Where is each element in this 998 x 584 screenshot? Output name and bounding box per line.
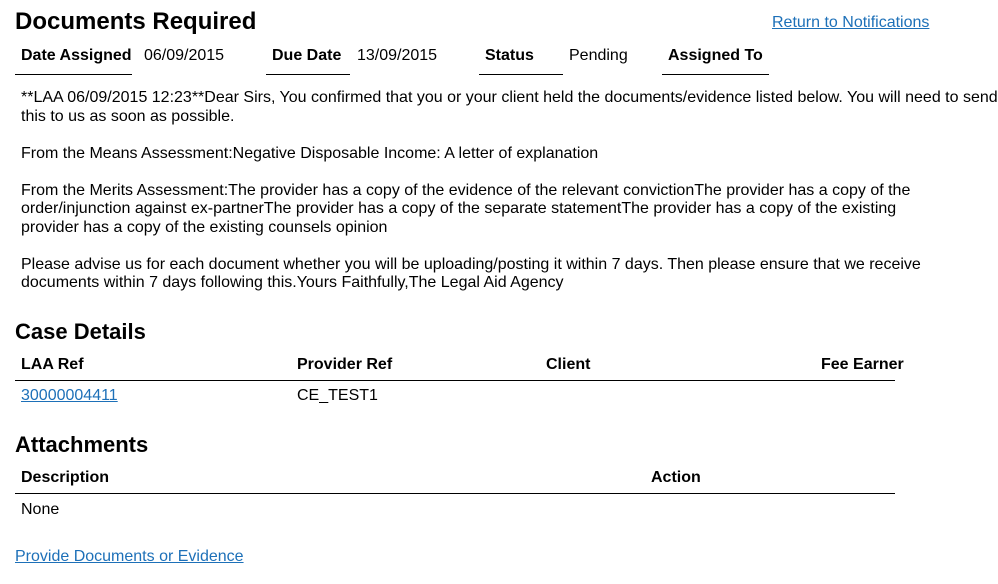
date-assigned-value: 06/09/2015 [144, 47, 225, 64]
column-header-description: Description [21, 469, 110, 486]
due-date-value: 13/09/2015 [357, 47, 438, 64]
case-details-header-rule [15, 380, 895, 381]
attachments-heading: Attachments [15, 432, 149, 457]
column-header-laa-ref: LAA Ref [21, 356, 84, 373]
message-line: From the Merits Assessment:The provider has a copy of the evidence of the relevant convictionThe provider has a copy of the [21, 181, 911, 199]
laa-ref-link[interactable]: 30000004411 [21, 387, 118, 404]
case-details-heading: Case Details [15, 319, 146, 344]
due-date-label: Due Date [266, 46, 350, 75]
message-line: provider has a copy of the existing counsels opinion [21, 218, 388, 236]
assigned-to-label: Assigned To [662, 46, 769, 75]
message-line: From the Means Assessment:Negative Disposable Income: A letter of explanation [21, 144, 599, 162]
provider-ref-cell: CE_TEST1 [297, 387, 378, 404]
return-to-notifications-link[interactable]: Return to Notifications [772, 14, 930, 31]
attachments-header-rule [15, 493, 895, 494]
message-body [21, 89, 998, 293]
message-line: order/injunction against ex-partnerThe provider has a copy of the separate statementThe provider has a copy of the existing [21, 200, 897, 217]
provide-documents-link[interactable]: Provide Documents or Evidence [15, 548, 244, 565]
message-line: documents within 7 days following this.Yours Faithfully,The Legal Aid Agency [21, 274, 564, 291]
message-line: **LAA 06/09/2015 12:23**Dear Sirs, You confirmed that you or your client held the documents/evidence listed below. You will need to send [21, 89, 998, 106]
column-header-fee-earner: Fee Earner [821, 356, 904, 373]
date-assigned-label: Date Assigned [15, 46, 132, 75]
message-line: this to us as soon as possible. [21, 107, 235, 125]
message-line: Please advise us for each document whether you will be uploading/posting it within 7 days. Then please ensure that we receive [21, 255, 921, 273]
column-header-client: Client [546, 356, 591, 373]
status-value: Pending [569, 47, 628, 64]
column-header-provider-ref: Provider Ref [297, 356, 393, 373]
status-label: Status [479, 46, 563, 75]
column-header-action: Action [651, 469, 701, 486]
page-title: Documents Required [15, 8, 257, 35]
attachment-description-cell: None [21, 501, 60, 518]
